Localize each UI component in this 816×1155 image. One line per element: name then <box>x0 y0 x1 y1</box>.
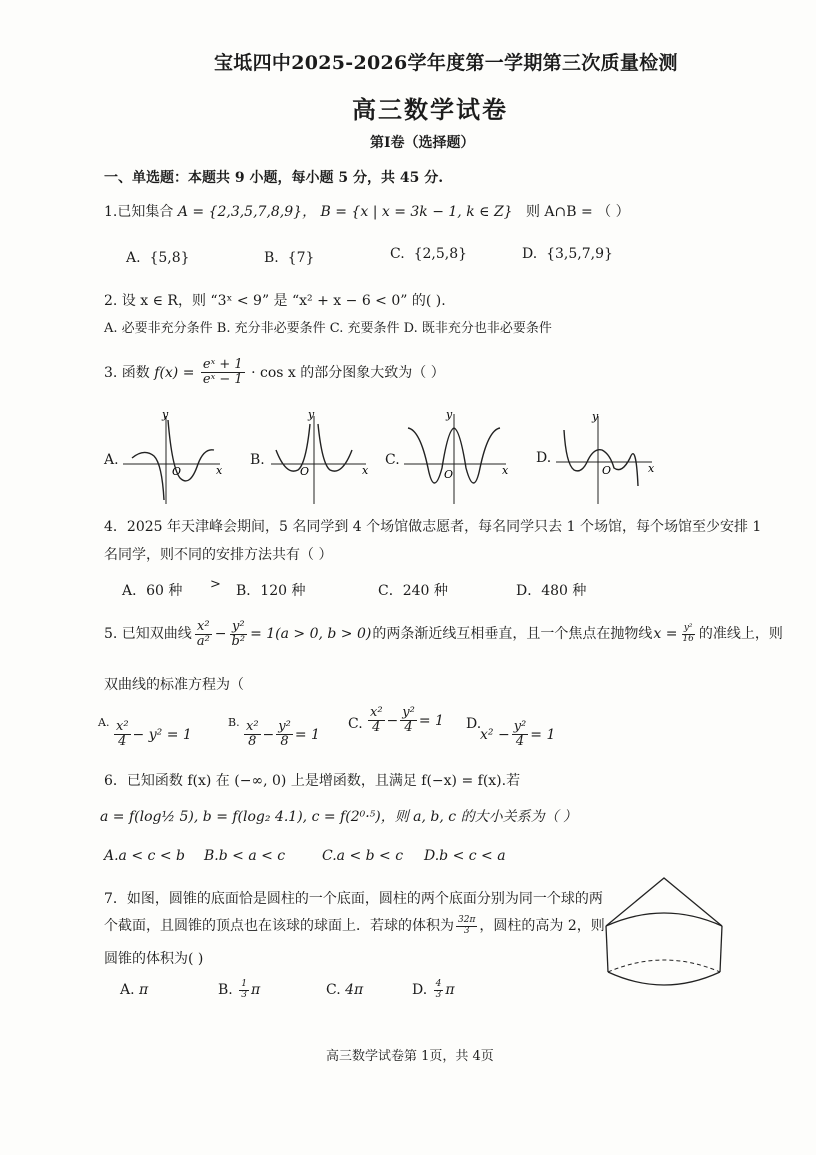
q5-mid: 的两条渐近线互相垂直，且一个焦点在抛物线 <box>372 626 653 643</box>
cone-cylinder-figure <box>598 872 728 992</box>
q1-option-a[interactable]: A. {5,8} <box>126 250 190 266</box>
q1-option-b[interactable]: B. {7} <box>264 250 315 266</box>
q5-option-c-label[interactable]: C. <box>348 716 363 732</box>
q3-graph-a[interactable] <box>118 408 228 508</box>
q3-b-o: O <box>300 465 310 478</box>
q5-option-c[interactable]: $\frac{\text{x²}}{4}$ − $\frac{\text{y²}}{4}$ = 1 <box>370 705 444 736</box>
q5-parab-frac: $\frac{\text{y²}}{16}$ <box>682 623 694 645</box>
q5-parab-lhs: x = <box>653 626 678 643</box>
q5-end: 的准线上，则 <box>698 626 783 643</box>
q5-option-b-label[interactable]: B. <box>228 716 240 729</box>
q3-option-b-label[interactable]: B. <box>250 452 265 468</box>
q5-option-a-label[interactable]: A. <box>98 716 110 729</box>
section-heading: 一、单选题：本题共 9 小题，每小题 5 分，共 45 分. <box>104 170 444 186</box>
question-5-line1: 5. 已知双曲线 $\frac{\text{x²}}{\text{a²}}$ − $\frac{\text{y²}}{\text{b²}}$ = 1(a > 0, b > 0) 的两条渐近线互相垂直，且一个焦点在抛物线 x = $\frac{\text{y²}}{16}$ 的准线上，则 <box>104 619 783 650</box>
q3-a-x: x <box>216 464 223 477</box>
q5-option-d-label[interactable]: D. <box>466 716 482 732</box>
q1-set-b: B = {x | x = 3k − 1, k ∈ Z} <box>320 204 513 220</box>
question-6-line2: a = f(log½ 5), b = f(log₂ 4.1), c = f(2⁰·⁵)，则 a, b, c 的大小关系为（ ） <box>100 809 578 825</box>
q3-c-o: O <box>444 468 454 481</box>
q5-option-b[interactable]: $\frac{\text{x²}}{8}$ − $\frac{\text{y²}}{8}$ = 1 <box>246 719 320 750</box>
q5-option-a[interactable]: $\frac{\text{x²}}{4}$ − y² = 1 <box>116 719 192 750</box>
question-1-stem <box>104 203 630 222</box>
q4-option-c[interactable]: C．240 种 <box>378 583 448 599</box>
q3-d-x: x <box>648 462 655 475</box>
part-title: 第I卷（选择题） <box>370 135 475 151</box>
q7-option-d[interactable]: D. $\frac{4}{3}$ π <box>412 979 455 1000</box>
q4-handwritten-mark: > <box>210 577 221 592</box>
school-exam-title: 宝坻四中2025-2026学年度第一学期第三次质量检测 <box>214 52 678 74</box>
q3-fraction: $\frac{\text{eˣ + 1}}{\text{eˣ − 1}}$ <box>202 357 243 388</box>
q7-option-c[interactable]: C. 4π <box>326 982 364 998</box>
question-3-stem <box>104 358 445 388</box>
q1-suffix: 则 A∩B = （ ） <box>525 204 630 220</box>
q3-graph-c[interactable] <box>400 408 512 508</box>
q3-b-x: x <box>362 464 369 477</box>
q5-eq-tail: = 1(a > 0, b > 0) <box>250 626 372 643</box>
question-6-line1: 6．已知函数 f(x) 在 (−∞, 0) 上是增函数，且满足 f(−x) = f(x).若 <box>104 773 521 789</box>
q3-tail: · cos x 的部分图象大致为（ ） <box>251 364 445 381</box>
q3-b-y: y <box>308 408 315 421</box>
question-2-stem: 2. 设 x ∈ R，则 “3ˣ < 9” 是 “x² + x − 6 < 0” 的( ). <box>104 293 446 309</box>
exam-title: 高三数学试卷 <box>352 95 508 124</box>
question-7-line3: 圆锥的体积为( ) <box>104 951 204 967</box>
question-4-line1: 4．2025 年天津峰会期间，5 名同学到 4 个场馆做志愿者，每名同学只去 1 个场馆，每个场馆至少安排 1 <box>104 519 762 535</box>
q5-option-d[interactable]: x² − $\frac{\text{y²}}{4}$ = 1 <box>480 719 556 750</box>
page-footer: 高三数学试卷第 1页，共 4页 <box>326 1049 494 1064</box>
q4-option-a[interactable]: A．60 种 <box>122 583 183 599</box>
q3-graph-b[interactable] <box>266 408 376 508</box>
q1-prefix: 1.已知集合 <box>104 204 174 220</box>
question-2-options[interactable]: A. 必要非充分条件 B. 充分非必要条件 C. 充要条件 D. 既非充分也非必要条件 <box>104 321 552 336</box>
q5-prefix: 5. 已知双曲线 <box>104 626 192 643</box>
q3-fx: f(x) = <box>154 364 195 381</box>
q3-option-a-label[interactable]: A. <box>104 452 119 468</box>
q6-option-d[interactable]: D.b < c < a <box>424 848 506 864</box>
q3-option-c-label[interactable]: C. <box>385 452 400 468</box>
q3-prefix: 3. 函数 <box>104 364 150 381</box>
q6-option-a[interactable]: A.a < c < b <box>104 848 185 864</box>
q3-graph-d[interactable] <box>552 408 662 508</box>
q3-a-y: y <box>162 408 169 421</box>
q6-option-b[interactable]: B.b < a < c <box>204 848 286 864</box>
question-7-line1: 7．如图，圆锥的底面恰是圆柱的一个底面，圆柱的两个底面分别为同一个球的两 <box>104 891 603 907</box>
q7-option-b[interactable]: B. $\frac{1}{3}$ π <box>218 979 261 1000</box>
question-7-line2: 个截面，且圆锥的顶点也在该球的球面上．若球的体积为 $\frac{32\pi}{3}$ ，圆柱的高为 2，则 <box>104 915 605 936</box>
question-4-line2: 名同学，则不同的安排方法共有（ ） <box>104 547 333 563</box>
q3-c-x: x <box>502 464 509 477</box>
q5-frac-x: $\frac{\text{x²}}{\text{a²}}$ <box>196 619 210 650</box>
question-5-line2: 双曲线的标准方程为（ <box>104 677 244 693</box>
q7-option-a[interactable]: A. π <box>120 982 149 998</box>
q5-frac-y: $\frac{\text{y²}}{\text{b²}}$ <box>231 619 246 650</box>
q1-option-c[interactable]: C. {2,5,8} <box>390 246 468 262</box>
q4-option-b[interactable]: B．120 种 <box>236 583 306 599</box>
q3-a-o: O <box>172 465 182 478</box>
q3-d-y: y <box>592 410 599 423</box>
q1-option-d[interactable]: D. {3,5,7,9} <box>522 246 613 262</box>
q3-d-o: O <box>602 464 612 477</box>
q1-set-a: A = {2,3,5,7,8,9}， <box>177 204 317 220</box>
q4-option-d[interactable]: D．480 种 <box>516 583 587 599</box>
q3-option-d-label[interactable]: D. <box>536 450 552 466</box>
q3-c-y: y <box>446 408 453 421</box>
q6-option-c[interactable]: C.a < b < c <box>322 848 404 864</box>
